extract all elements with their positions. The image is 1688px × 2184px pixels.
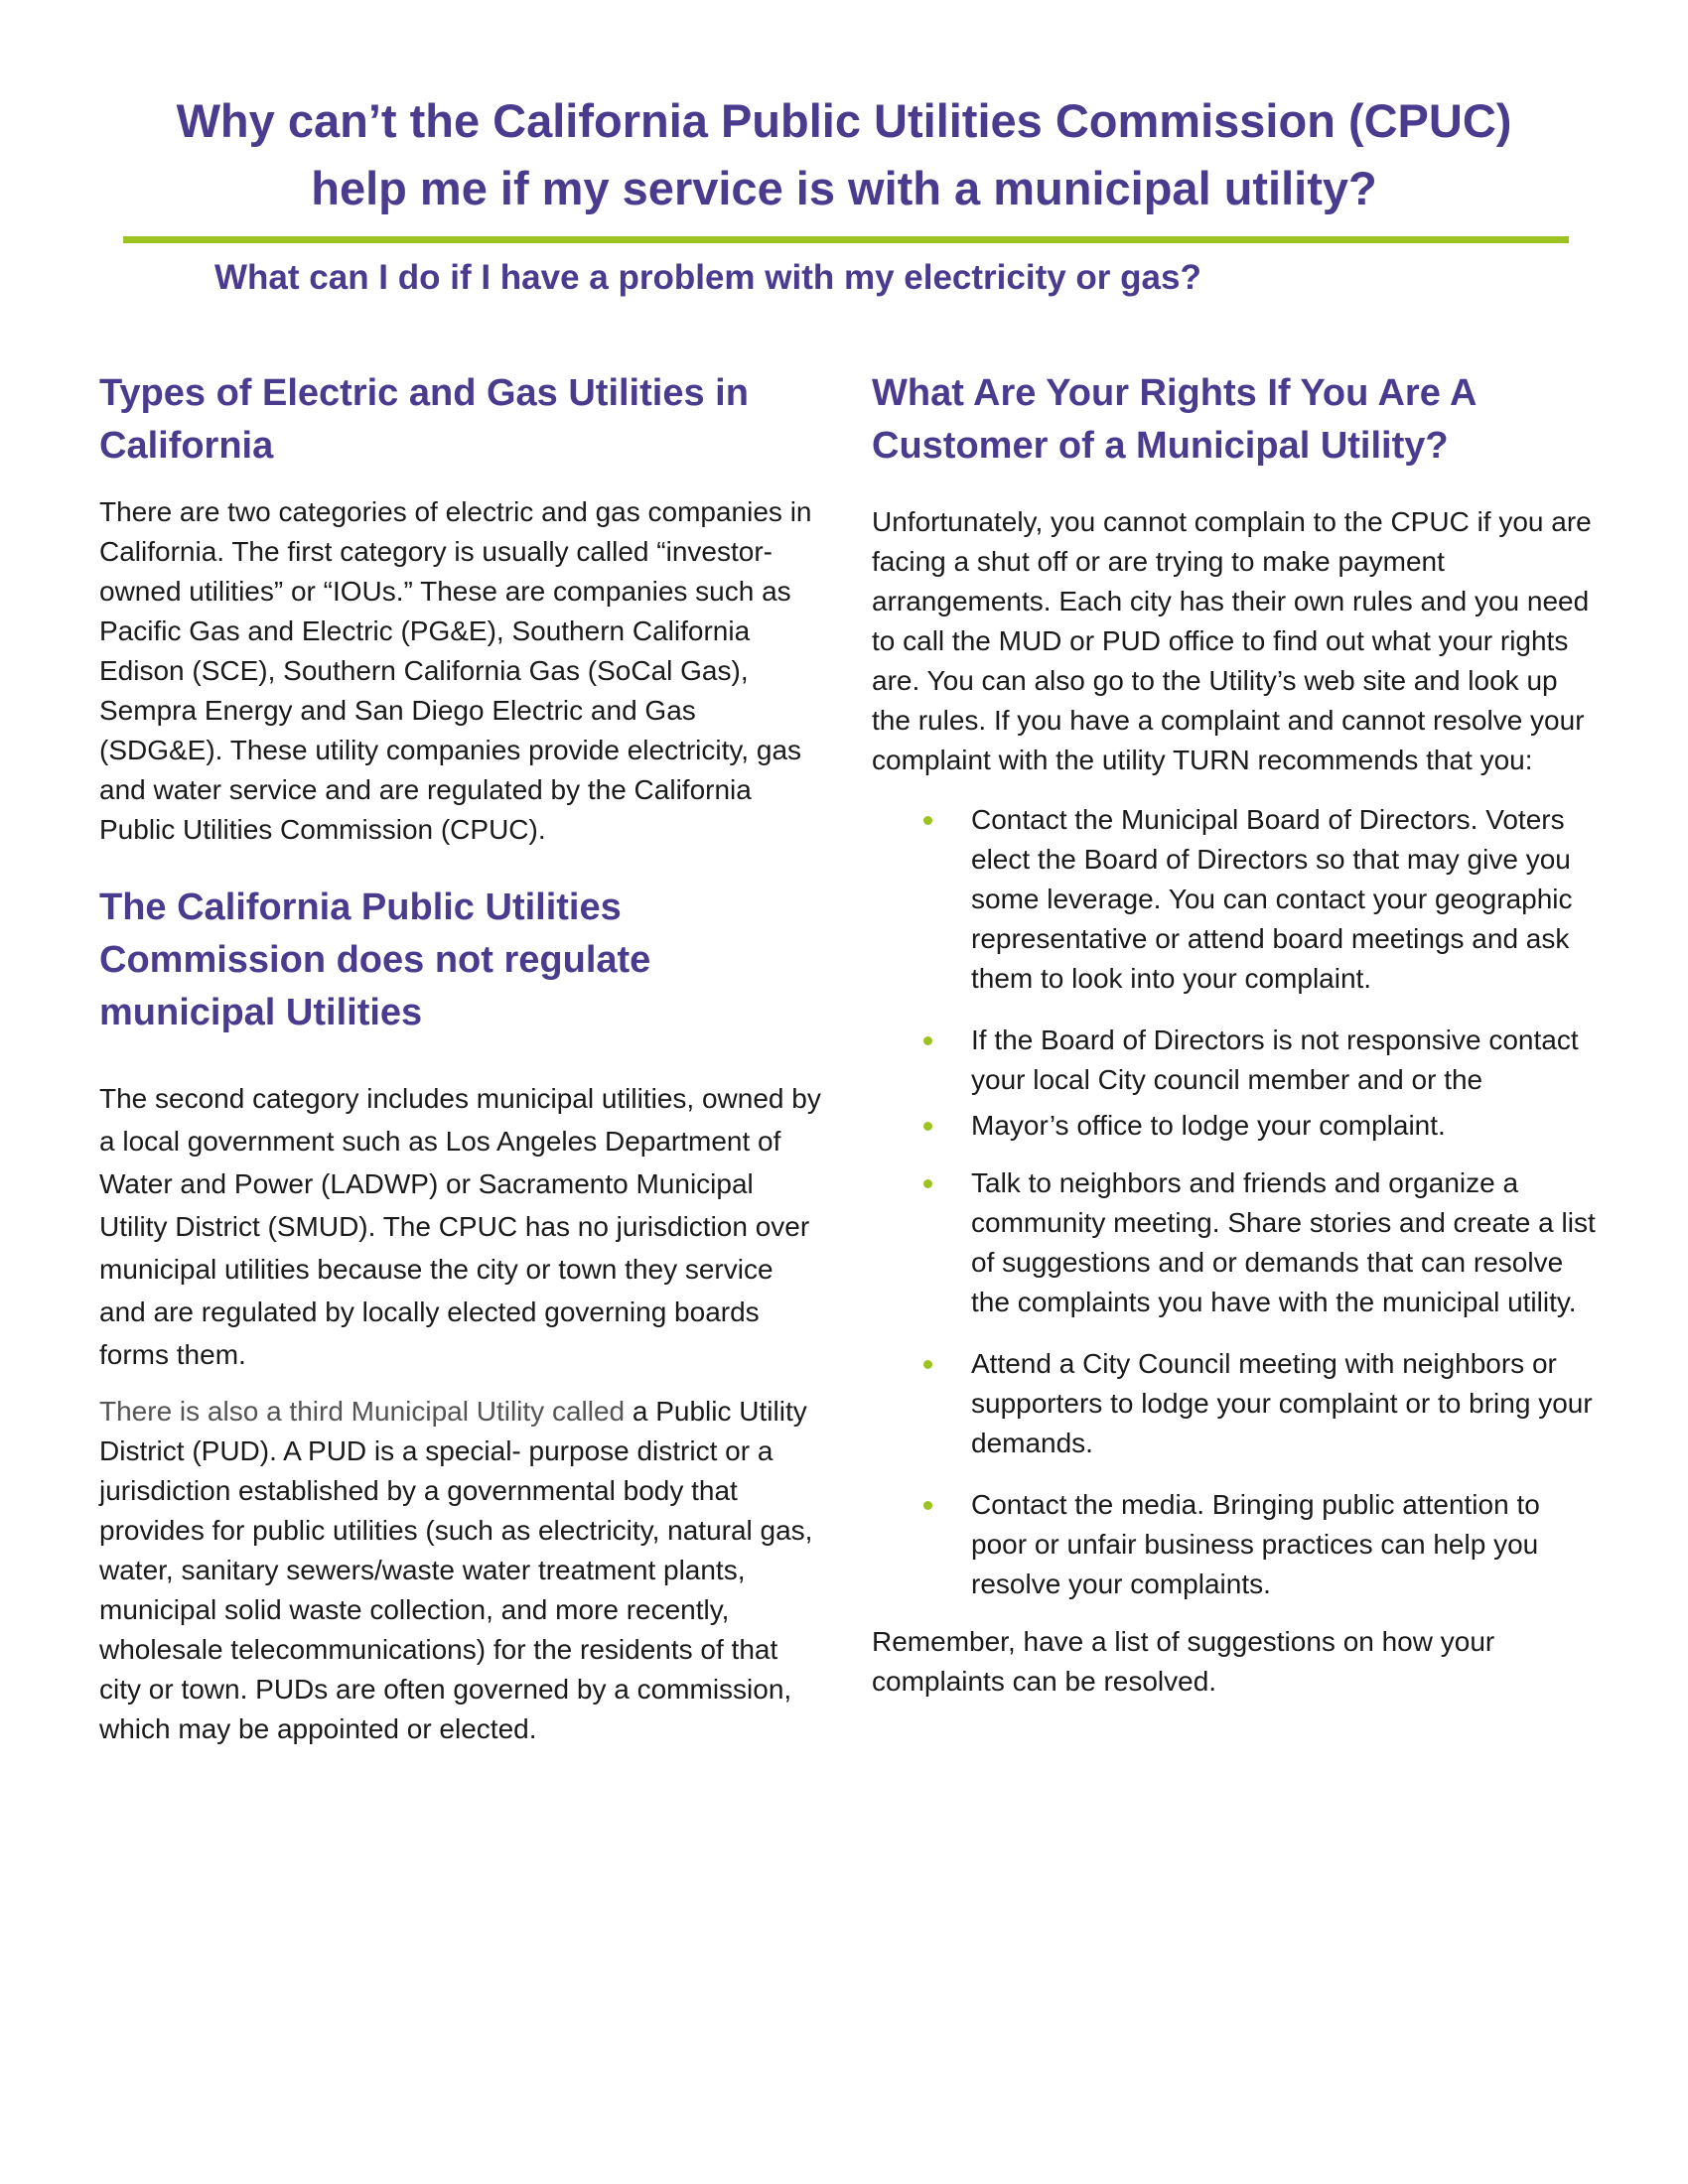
cpuc-heading-line-1: The California Public Utilities bbox=[99, 887, 622, 928]
list-item-text: Talk to neighbors and friends and organize a community meeting. Share stories and create a list of suggestions and or demands that can resolve the complaints you have with the municipal utility. bbox=[971, 1167, 1596, 1317]
second-category-paragraph: The second category includes municipal utilities, owned by a local government such as Los Angeles Department of Water and Power (LADWP) or Sacramento Municipal Utility District (SMUD). The CPUC has no jurisdiction over municipal utilities because the city or town they service and are regulated by locally elected governing boards forms them. bbox=[99, 1083, 821, 1370]
list-item bbox=[872, 1344, 1597, 1463]
bullet-icon bbox=[923, 816, 932, 825]
bullet-icon bbox=[923, 1501, 932, 1510]
list-item-text: Mayor’s office to lodge your complaint. bbox=[971, 1110, 1446, 1141]
bullet-icon bbox=[923, 1036, 932, 1045]
list-item bbox=[872, 800, 1597, 999]
list-item bbox=[872, 1163, 1597, 1322]
page-title-line-2: help me if my service is with a municipal utility? bbox=[311, 162, 1377, 214]
left-column bbox=[99, 367, 824, 1749]
types-heading bbox=[99, 367, 824, 473]
page-title-line-1: Why can’t the California Public Utilities Commission (CPUC) bbox=[176, 94, 1512, 147]
pud-paragraph-rest: a Public Utility District (PUD). A PUD is a special- purpose district or a jurisdiction established by a governmental body that provides for public utilities (such as electricity, natural gas, water, sanitary sewers/waste water treatment plants, municipal solid waste collection, and more recently, wholesale telecommunications) for the residents of that city or town. PUDs are often governed by a commission, which may be appointed or elected. bbox=[99, 1396, 813, 1744]
closing-paragraph: Remember, have a list of suggestions on how your complaints can be resolved. bbox=[872, 1626, 1495, 1697]
page-subtitle: What can I do if I have a problem with my electricity or gas? bbox=[214, 258, 1201, 297]
rights-intro-paragraph: Unfortunately, you cannot complain to the CPUC if you are facing a shut off or are trying to make payment arrangements. Each city has their own rules and you need to call the MUD or PUD office to find out what your rights are. You can also go to the Utility’s web site and look up the rules. If you have a complaint and cannot resolve your complaint with the utility TURN recommends that you: bbox=[872, 506, 1592, 775]
rights-heading bbox=[872, 367, 1597, 473]
cpuc-heading-line-2: Commission does not regulate bbox=[99, 939, 651, 981]
bullet-icon bbox=[923, 1360, 932, 1369]
list-item bbox=[872, 1021, 1597, 1100]
list-item-text: Contact the media. Bringing public attention to poor or unfair business practices can help you resolve your complaints. bbox=[971, 1489, 1540, 1599]
bullet-icon bbox=[923, 1122, 932, 1131]
list-item-text: If the Board of Directors is not responsive contact your local City council member and or the bbox=[971, 1024, 1579, 1095]
list-item-text: Attend a City Council meeting with neighbors or supporters to lodge your complaint or to bring your demands. bbox=[971, 1348, 1593, 1458]
rights-heading-line-2: Customer of a Municipal Utility? bbox=[872, 425, 1449, 467]
list-item bbox=[872, 1485, 1597, 1604]
types-heading-line-1: Types of Electric and Gas Utilities in bbox=[99, 372, 749, 414]
cpuc-heading-line-3: municipal Utilities bbox=[99, 992, 423, 1033]
pud-paragraph-lead: There is also a third Municipal Utility called bbox=[99, 1396, 626, 1427]
types-heading-line-2: California bbox=[99, 425, 274, 467]
rights-heading-line-1: What Are Your Rights If You Are A bbox=[872, 372, 1477, 414]
bullet-icon bbox=[923, 1179, 932, 1188]
pud-paragraph bbox=[99, 1392, 824, 1749]
right-column bbox=[872, 367, 1597, 1702]
title-divider bbox=[123, 236, 1569, 243]
page-title bbox=[99, 87, 1589, 222]
recommendations-list bbox=[872, 800, 1597, 1604]
types-paragraph: There are two categories of electric and gas companies in California. The first category is usually called “investor-owned utilities” or “IOUs.” These are companies such as Pacific Gas and Electric (PG&E), Southern California Edison (SCE), Southern California Gas (SoCal Gas), Sempra Energy and San Diego Electric and Gas (SDG&E). These utility companies provide electricity, gas and water service and are regulated by the California Public Utilities Commission (CPUC). bbox=[99, 496, 812, 845]
cpuc-heading bbox=[99, 882, 824, 1039]
list-item-text: Contact the Municipal Board of Directors. Voters elect the Board of Directors so that may give you some leverage. You can contact your geographic representative or attend board meetings and ask them to look into your complaint. bbox=[971, 804, 1573, 994]
list-item bbox=[872, 1106, 1597, 1146]
